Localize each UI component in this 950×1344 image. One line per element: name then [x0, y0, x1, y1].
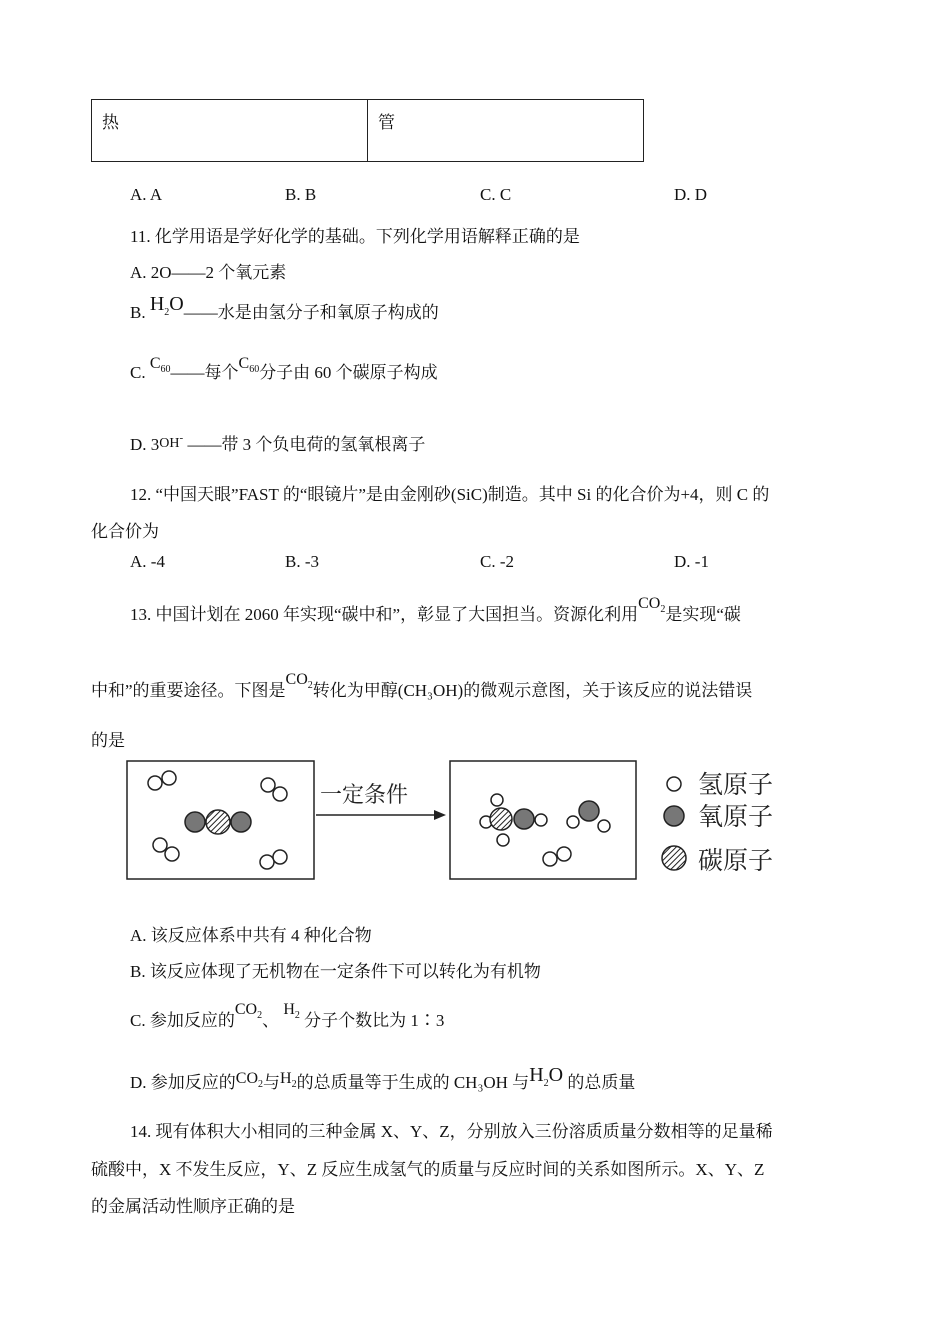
q11-option-b: B. $H_2O——$水是由氢分子和氧原子构成的: [130, 293, 439, 322]
answer-table: [91, 99, 644, 162]
table-cell-1: 热: [92, 100, 368, 162]
q11-option-a: A. 2O——2 个氧元素: [130, 263, 287, 282]
h2-molecule: [153, 838, 179, 861]
co2-molecule: [185, 810, 251, 834]
q13-option-b: B. 该反应体现了无机物在一定条件下可以转化为有机物: [130, 962, 541, 981]
q12-option-b: B. -3: [285, 552, 319, 571]
c60-formula-2: $C_{60}$: [238, 355, 260, 376]
q14-stem-line3: 的金属活动性顺序正确的是: [91, 1197, 295, 1216]
q12-stem-line2: 化合价为: [91, 522, 159, 541]
h2-formula-2: $H_2$: [280, 1070, 297, 1091]
carbon-legend-icon: [662, 846, 686, 870]
q14-stem-line1: 14. 现有体积大小相同的三种金属 X、Y、Z，分别放入三份溶质质量分数相等的足量稀: [130, 1122, 773, 1141]
c60-formula: $C_{60}$: [149, 355, 171, 376]
q10-option-d: D. D: [674, 185, 708, 204]
q13-option-a: A. 该反应体系中共有 4 种化合物: [130, 926, 372, 945]
h2-formula: $H_2$: [283, 1001, 300, 1022]
h2-molecule: [260, 850, 287, 869]
q11-option-c: C. $C_{60}——$每个$C_{60}$分子由 60 个碳原子构成: [130, 355, 438, 382]
co2-formula: $CO_2$: [638, 595, 666, 616]
h2-molecule: [543, 847, 571, 866]
h2o-formula-2: $H_2O$: [529, 1064, 564, 1089]
q12-option-c: C. -2: [480, 552, 514, 571]
arrow-label: 一定条件: [320, 783, 409, 808]
water-molecule: [567, 801, 610, 832]
oh-ion-formula: OH-: [159, 432, 184, 451]
legend-oxygen: 氧原子: [698, 802, 774, 831]
h2-molecule: [148, 771, 176, 790]
q12-option-a: A. -4: [130, 552, 165, 571]
table-cell-2: 管: [368, 100, 644, 162]
arrow-head-icon: [434, 810, 446, 820]
h2-molecule: [261, 778, 287, 801]
co2-formula-4: $CO_2$: [235, 1070, 264, 1091]
reaction-diagram: [120, 752, 800, 887]
q11-option-d: D. 3OH- ——带 3 个负电荷的氢氧根离子: [130, 432, 426, 454]
q13-option-c: C. 参加反应的$CO_2$、 $H_2$ 分子个数比为 1∶3: [130, 1001, 445, 1030]
q10-option-a: A. A: [130, 185, 163, 204]
methanol-molecule: [480, 794, 547, 846]
oxygen-legend-icon: [664, 806, 684, 826]
legend-carbon: 碳原子: [698, 846, 774, 875]
q13-stem-line3: 的是: [91, 731, 125, 750]
q13-stem-line1: 13. 中国计划在 2060 年实现“碳中和”，彰显了大国担当。资源化利用$CO_2$是实现“碳: [130, 595, 741, 624]
hydrogen-legend-icon: [667, 777, 681, 791]
q10-option-c: C. C: [480, 185, 512, 204]
legend-hydrogen: 氢原子: [698, 770, 774, 799]
q12-stem-line1: 12. “中国天眼”FAST 的“眼镜片”是由金刚砂(SiC)制造。其中 Si 的化合价为+4，则 C 的: [130, 485, 770, 504]
q14-stem-line2: 硫酸中，X 不发生反应，Y、Z 反应生成氢气的质量与反应时间的关系如图所示。X、Y、Z: [91, 1160, 765, 1179]
q11-stem: 11. 化学用语是学好化学的基础。下列化学用语解释正确的是: [130, 227, 580, 246]
co2-formula-2: $CO_2$: [285, 671, 313, 692]
q10-option-b: B. B: [285, 185, 317, 204]
q12-option-d: D. -1: [674, 552, 709, 571]
q13-option-d: D. 参加反应的$CO_2$与$H_2$的总质量等于生成的 CH₃OH 与$H_2O$ 的总质量: [130, 1064, 636, 1092]
co2-formula-3: $CO_2$: [234, 1001, 263, 1022]
h2o-formula: $H_2O$: [149, 293, 184, 318]
q13-stem-line2: 中和”的重要途径。下图是$CO_2$转化为甲醇(CH₃OH)的微观示意图，关于该反应的说法错误: [91, 671, 753, 700]
